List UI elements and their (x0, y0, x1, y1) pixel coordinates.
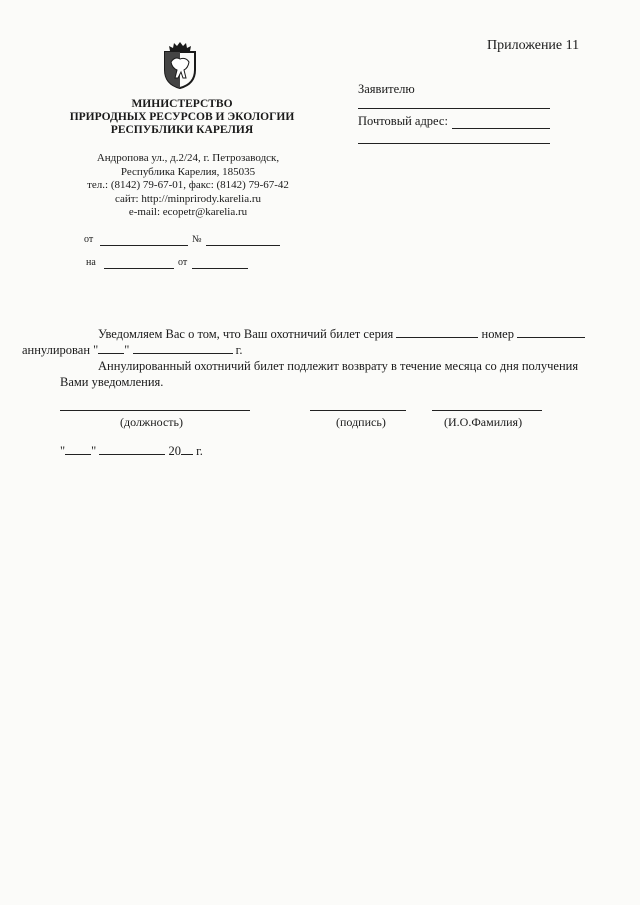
ref-number-field[interactable] (206, 245, 280, 246)
fullname-label: (И.О.Фамилия) (444, 415, 523, 429)
postal-address-line-1[interactable] (452, 128, 550, 129)
address-line-1: Андропова ул., д.2/24, г. Петрозаводск, (96, 152, 280, 164)
date-year-suffix: г. (196, 444, 203, 458)
address-line-2: Республика Карелия, 185035 (120, 165, 256, 178)
ministry-line-3: РЕСПУБЛИКИ КАРЕЛИЯ (110, 124, 254, 136)
ministry-address (58, 152, 318, 220)
ref-number-label: № (192, 234, 202, 245)
postal-address-line-2[interactable] (358, 143, 550, 144)
ref-date-field[interactable] (100, 245, 188, 246)
address-line-5: e-mail: ecopetr@karelia.ru (128, 206, 248, 218)
notice-text-e: г. (235, 343, 243, 357)
date-day-field[interactable] (65, 454, 91, 455)
fullname-line[interactable] (432, 410, 542, 411)
date-quote-close: " (91, 444, 97, 458)
postal-address-label: Почтовый адрес: (358, 114, 448, 128)
recipient-line-1[interactable] (358, 108, 550, 109)
number-field[interactable] (517, 337, 585, 338)
signature-label: (подпись) (336, 415, 386, 429)
notice-text-c: аннулирован " (22, 343, 99, 357)
recipient-label: Заявителю (358, 82, 415, 96)
ref-on-label: на (86, 257, 96, 268)
date-year-field[interactable] (181, 454, 193, 455)
annulled-month-field[interactable] (133, 353, 233, 354)
ref-from-label: от (84, 234, 94, 245)
ministry-line-2: ПРИРОДНЫХ РЕСУРСОВ И ЭКОЛОГИИ (69, 111, 295, 123)
date-month-field[interactable] (99, 454, 165, 455)
address-line-4: сайт: http://minprirody.karelia.ru (114, 192, 262, 205)
address-line-3: тел.: (8142) 79-67-01, факс: (8142) 79-67-42 (87, 179, 289, 191)
notice-paragraph-2: Аннулированный охотничий билет подлежит возврату в течение месяца со дня получения Вами уведомления. (60, 359, 579, 389)
position-label: (должность) (120, 415, 183, 429)
annulled-day-field[interactable] (98, 353, 124, 354)
ref-from2-field[interactable] (192, 268, 248, 269)
position-line[interactable] (60, 410, 250, 411)
signature-line[interactable] (310, 410, 406, 411)
coat-of-arms-icon (160, 40, 200, 90)
ministry-line-1: МИНИСТЕРСТВО (131, 98, 233, 110)
ref-on-field[interactable] (104, 268, 174, 269)
date-year-prefix: 20 (168, 444, 181, 458)
notice-text-d: " (124, 343, 130, 357)
date-quote-open: " (60, 444, 66, 458)
notice-text-b: номер (481, 327, 514, 341)
notice-paragraph-1 (22, 326, 600, 358)
ref-from2-label: от (178, 257, 188, 268)
appendix-label: Приложение 11 (487, 38, 580, 53)
ministry-name (62, 98, 302, 137)
date-line (60, 444, 203, 459)
notice-text-a: Уведомляем Вас о том, что Ваш охотничий билет серия (98, 327, 394, 341)
series-field[interactable] (396, 337, 478, 338)
